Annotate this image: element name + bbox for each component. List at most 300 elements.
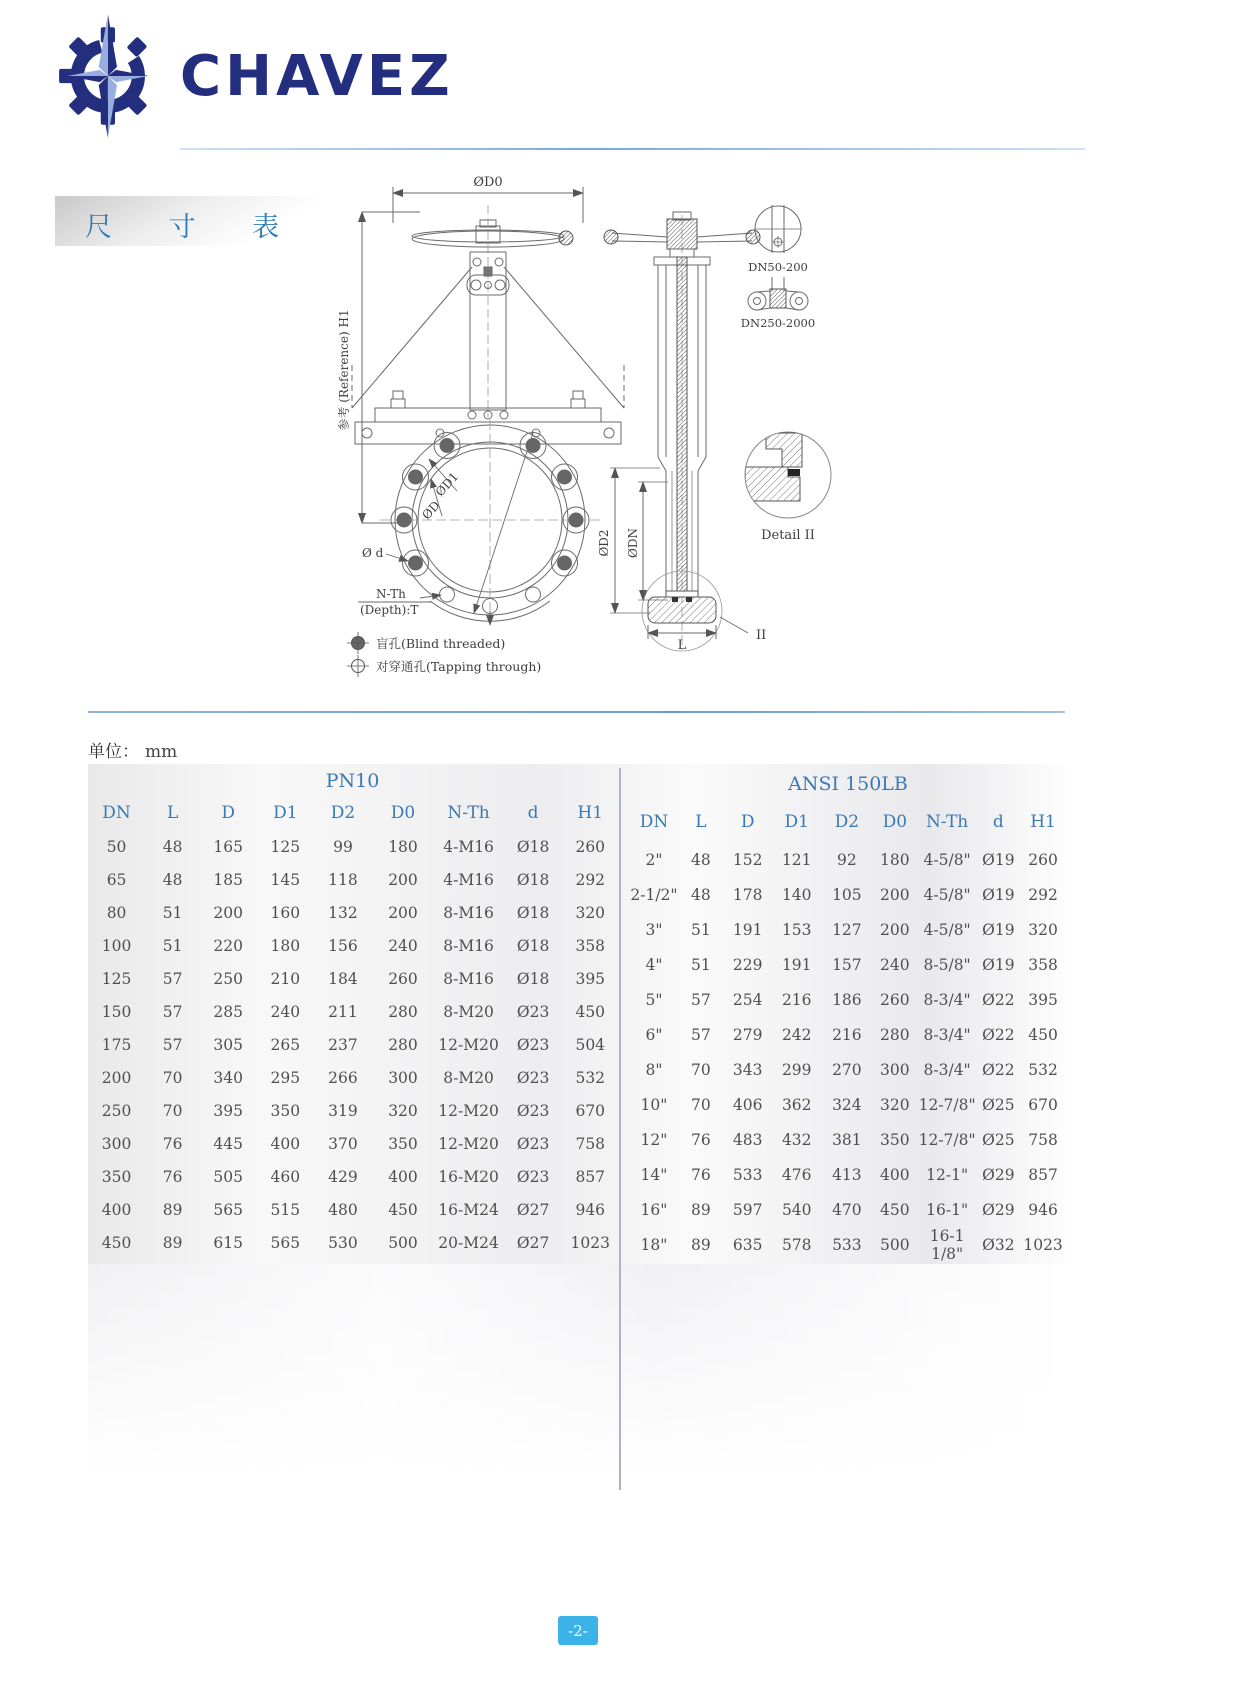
table-cell: 350	[388, 1134, 418, 1153]
table-row	[88, 896, 617, 929]
detail-small-label: DN50-200	[748, 260, 808, 274]
table-cell: 5"	[645, 990, 663, 1009]
table-cell: 51	[162, 936, 183, 955]
table-cell: 57	[690, 990, 711, 1009]
table-cell: 150	[101, 1002, 132, 1021]
detail-large-label: DN250-2000	[740, 316, 816, 330]
table-cell: Ø19	[982, 920, 1015, 939]
table-cell: 670	[1028, 1095, 1058, 1114]
table-row	[88, 1160, 617, 1193]
table-cell: 178	[732, 885, 763, 904]
table-cell: 1023	[570, 1233, 610, 1252]
table-row	[88, 863, 617, 896]
table-cell: 57	[162, 1035, 183, 1054]
table-cell: Ø23	[516, 1068, 550, 1087]
table-cell: 565	[213, 1200, 243, 1219]
table-cell: 295	[270, 1068, 301, 1087]
table-cell: 450	[1028, 1025, 1058, 1044]
table-cell: Ø29	[982, 1165, 1015, 1184]
table-row	[630, 912, 1066, 947]
brand-name: CHAVEZ	[180, 44, 454, 109]
table-cell: 180	[880, 850, 910, 869]
table-cell: 57	[162, 969, 183, 988]
table-cell: 2-1/2"	[630, 885, 678, 904]
table-cell: 460	[270, 1167, 301, 1186]
table-cell: 12-M20	[438, 1134, 499, 1153]
table-row	[630, 1227, 1066, 1263]
table-cell: 8-3/4"	[923, 1025, 971, 1044]
column-header: D2	[834, 812, 860, 832]
table-cell: 432	[781, 1130, 812, 1149]
table-row	[88, 929, 617, 962]
table-row	[630, 1192, 1066, 1227]
valve-side-view	[604, 212, 760, 651]
ansi-150lb-dimension-table	[630, 766, 1066, 1263]
table-cell: 483	[732, 1130, 763, 1149]
table-cell: Ø23	[516, 1167, 550, 1186]
table-cell: 504	[575, 1035, 606, 1054]
pn10-dimension-table	[88, 766, 617, 1259]
table-cell: Ø19	[982, 955, 1015, 974]
table-cell: 530	[328, 1233, 358, 1252]
table-cell: 89	[162, 1200, 183, 1219]
table-cell: 127	[832, 920, 862, 939]
table-row	[630, 982, 1066, 1017]
table-cell: 2"	[645, 850, 663, 869]
table-cell: 450	[388, 1200, 418, 1219]
table-cell: 395	[575, 969, 606, 988]
table-cell: 76	[690, 1130, 711, 1149]
table-cell: 350	[270, 1101, 301, 1120]
table-cell: 200	[880, 920, 910, 939]
table-cell: 12-7/8"	[918, 1130, 976, 1149]
column-header: N-Th	[925, 812, 969, 832]
table-cell: 200	[388, 903, 418, 922]
table-row	[88, 995, 617, 1028]
column-header: d	[527, 803, 539, 823]
table-cell: Ø25	[982, 1095, 1015, 1114]
table-cell: 200	[101, 1068, 132, 1087]
column-header: D1	[784, 812, 809, 832]
table-cell: 51	[162, 903, 183, 922]
table-cell: 76	[162, 1134, 183, 1153]
table-cell: 240	[880, 955, 910, 974]
dim-label-d0: ØD0	[473, 175, 503, 190]
table-cell: 51	[690, 955, 711, 974]
table-cell: 57	[162, 1002, 183, 1021]
table-cell: Ø29	[982, 1200, 1015, 1219]
table-cell: 476	[781, 1165, 812, 1184]
table-cell: 92	[836, 850, 857, 869]
table-cell: 4"	[645, 955, 663, 974]
table-cell: 50	[106, 837, 127, 856]
table-cell: 260	[1028, 850, 1058, 869]
table-cell: 12"	[640, 1130, 668, 1149]
detail-ii-view	[745, 432, 831, 518]
table-cell: 132	[328, 903, 358, 922]
table-cell: 210	[270, 969, 301, 988]
table-cell: 160	[270, 903, 301, 922]
table-cell: 470	[832, 1200, 862, 1219]
table-cell: 505	[213, 1167, 243, 1186]
table-cell: 229	[732, 955, 763, 974]
column-header: L	[695, 812, 707, 832]
table-cell: 240	[388, 936, 418, 955]
table-row	[88, 1226, 617, 1259]
table-cell: 80	[106, 903, 127, 922]
table-cell: 280	[388, 1035, 418, 1054]
table-cell: 615	[213, 1233, 243, 1252]
table-cell: 540	[781, 1200, 812, 1219]
table-cell: 265	[270, 1035, 301, 1054]
drawing-legend	[347, 632, 541, 677]
table-row	[630, 1122, 1066, 1157]
table-cell: 395	[213, 1101, 243, 1120]
table-cell: 946	[1028, 1200, 1058, 1219]
table-cell: 370	[328, 1134, 358, 1153]
table-cell: 240	[270, 1002, 301, 1021]
detail-dn50-200	[755, 205, 801, 253]
column-header: D	[740, 812, 755, 832]
dim-label-d-small: Ø d	[362, 546, 384, 560]
dim-label-l: L	[677, 638, 687, 653]
table-cell: 350	[101, 1167, 132, 1186]
column-header: D	[221, 803, 235, 823]
table-cell: Ø27	[516, 1200, 550, 1219]
table-cell: 500	[388, 1233, 418, 1252]
table-cell: 450	[101, 1233, 132, 1252]
table-cell: 320	[880, 1095, 910, 1114]
table-cell: 413	[832, 1165, 862, 1184]
table-cell: 211	[328, 1002, 358, 1021]
table-cell: 480	[328, 1200, 358, 1219]
table-cell: 185	[213, 870, 243, 889]
table-cell: 250	[101, 1101, 132, 1120]
table-cell: Ø22	[982, 990, 1015, 1009]
table-cell: 270	[832, 1060, 862, 1079]
detail-dn250-2000	[748, 277, 808, 310]
table-cell: 184	[328, 969, 358, 988]
table-title: PN10	[325, 770, 380, 792]
table-row	[630, 1017, 1066, 1052]
table-cell: 400	[270, 1134, 301, 1153]
table-cell: Ø18	[516, 870, 550, 889]
dim-label-depth: (Depth):T	[360, 603, 419, 617]
table-cell: 300	[388, 1068, 418, 1087]
tables-divider-line	[619, 768, 621, 1490]
table-cell: 180	[388, 837, 418, 856]
table-cell: 300	[880, 1060, 910, 1079]
table-cell: 324	[832, 1095, 862, 1114]
table-cell: 3"	[645, 920, 663, 939]
table-cell: 362	[781, 1095, 812, 1114]
table-cell: 4-M16	[443, 837, 494, 856]
table-cell: 400	[101, 1200, 132, 1219]
table-row	[88, 830, 617, 863]
table-cell: 285	[213, 1002, 243, 1021]
table-cell: 946	[575, 1200, 606, 1219]
table-cell: 533	[732, 1165, 763, 1184]
table-cell: 145	[270, 870, 301, 889]
table-cell: 70	[690, 1060, 711, 1079]
table-cell: Ø27	[516, 1233, 550, 1252]
table-cell: Ø18	[516, 936, 550, 955]
table-cell: 16-M24	[438, 1200, 499, 1219]
table-cell: 8-M16	[443, 969, 494, 988]
table-cell: 165	[213, 837, 243, 856]
brand-gear-compass-icon	[55, 12, 177, 140]
detail-ii-callout: II	[756, 628, 767, 643]
table-cell: 533	[832, 1236, 862, 1254]
table-cell: 260	[880, 990, 910, 1009]
table-cell: Ø25	[982, 1130, 1015, 1149]
table-cell: Ø32	[982, 1236, 1015, 1254]
table-cell: 65	[106, 870, 127, 889]
table-cell: 242	[781, 1025, 812, 1044]
column-header: H1	[577, 803, 604, 823]
table-cell: 400	[388, 1167, 418, 1186]
detail-ii-label: Detail II	[761, 528, 815, 543]
logo-underline	[180, 148, 1085, 150]
table-cell: Ø18	[516, 837, 550, 856]
table-cell: 381	[832, 1130, 862, 1149]
table-cell: 400	[880, 1165, 910, 1184]
table-cell: 429	[328, 1167, 358, 1186]
blind-hole-symbol	[347, 632, 369, 654]
table-row	[630, 1087, 1066, 1122]
through-hole-symbol	[347, 655, 369, 677]
table-cell: 20-M24	[438, 1233, 499, 1252]
table-row	[88, 1094, 617, 1127]
table-cell: 51	[690, 920, 711, 939]
table-cell: 280	[880, 1025, 910, 1044]
table-cell: 406	[732, 1095, 763, 1114]
table-row	[88, 962, 617, 995]
table-cell: 299	[781, 1060, 812, 1079]
table-cell: 153	[781, 920, 812, 939]
table-row	[630, 1157, 1066, 1192]
table-cell: 16-1 1/8"	[929, 1227, 965, 1263]
dim-label-h1: 参考 (Reference) H1	[337, 309, 351, 431]
table-cell: 279	[732, 1025, 763, 1044]
legend-through-label: 对穿通孔(Tapping through)	[376, 659, 542, 674]
table-cell: 12-M20	[438, 1101, 499, 1120]
table-cell: 216	[781, 990, 812, 1009]
table-cell: 191	[732, 920, 763, 939]
table-cell: 186	[832, 990, 862, 1009]
table-cell: 266	[328, 1068, 358, 1087]
column-header: H1	[1030, 812, 1056, 832]
table-cell: Ø19	[982, 850, 1015, 869]
table-cell: Ø19	[982, 885, 1015, 904]
table-cell: 48	[690, 885, 711, 904]
table-cell: 237	[328, 1035, 358, 1054]
column-header: DN	[102, 803, 131, 823]
table-cell: 8-M16	[443, 903, 494, 922]
table-cell: Ø18	[516, 903, 550, 922]
table-cell: 48	[162, 837, 183, 856]
table-cell: 89	[690, 1236, 711, 1254]
legend-blind-label: 盲孔(Blind threaded)	[376, 636, 506, 651]
column-header: d	[992, 812, 1004, 832]
table-cell: 445	[213, 1134, 243, 1153]
table-cell: 758	[575, 1134, 606, 1153]
table-cell: 532	[1028, 1060, 1058, 1079]
table-cell: 191	[781, 955, 812, 974]
table-cell: 216	[832, 1025, 862, 1044]
table-cell: 857	[575, 1167, 606, 1186]
table-cell: 260	[575, 837, 606, 856]
dim-label-d: ØD	[419, 498, 443, 523]
table-cell: 100	[101, 936, 132, 955]
table-row	[630, 1052, 1066, 1087]
table-cell: 4-5/8"	[923, 850, 971, 869]
section-title: 尺 寸 表	[85, 212, 304, 243]
table-cell: 532	[575, 1068, 606, 1087]
table-cell: 8-5/8"	[923, 955, 971, 974]
table-cell: 12-1"	[926, 1165, 969, 1184]
table-cell: 350	[880, 1130, 910, 1149]
table-row	[630, 947, 1066, 982]
table-cell: 758	[1028, 1130, 1058, 1149]
unit-value: mm	[145, 742, 178, 762]
table-cell: 450	[575, 1002, 606, 1021]
table-cell: 16-M20	[438, 1167, 499, 1186]
unit-label: 单位：	[88, 742, 139, 762]
table-cell: 300	[101, 1134, 132, 1153]
table-cell: 340	[213, 1068, 243, 1087]
table-cell: 8-M20	[443, 1002, 494, 1021]
table-cell: 89	[690, 1200, 711, 1219]
page-number-badge: -2-	[558, 1616, 598, 1645]
table-cell: 280	[388, 1002, 418, 1021]
table-cell: 10"	[640, 1095, 668, 1114]
dim-label-d1: ØD1	[432, 469, 462, 500]
table-title: ANSI 150LB	[788, 773, 908, 795]
table-cell: 254	[732, 990, 763, 1009]
lower-background-band	[88, 1264, 1065, 1490]
table-cell: 105	[832, 885, 862, 904]
table-cell: 1023	[1023, 1236, 1063, 1254]
table-cell: 156	[328, 936, 358, 955]
table-cell: 18"	[640, 1236, 668, 1254]
table-cell: 635	[732, 1236, 763, 1254]
table-cell: 76	[162, 1167, 183, 1186]
table-cell: 140	[781, 885, 812, 904]
column-header: D0	[390, 803, 416, 823]
table-cell: 121	[781, 850, 812, 869]
table-cell: 578	[781, 1236, 812, 1254]
table-cell: 670	[575, 1101, 606, 1120]
table-cell: 125	[101, 969, 132, 988]
table-cell: 565	[270, 1233, 301, 1252]
table-cell: Ø23	[516, 1035, 550, 1054]
table-cell: 320	[388, 1101, 418, 1120]
table-cell: 70	[162, 1068, 183, 1087]
table-cell: 260	[388, 969, 418, 988]
table-cell: Ø18	[516, 969, 550, 988]
column-header: D1	[273, 803, 298, 823]
table-cell: 8-3/4"	[923, 990, 971, 1009]
table-cell: 70	[690, 1095, 711, 1114]
table-cell: 16"	[640, 1200, 668, 1219]
table-cell: 89	[162, 1233, 183, 1252]
table-cell: 597	[732, 1200, 763, 1219]
table-cell: 12-7/8"	[918, 1095, 976, 1114]
table-cell: 14"	[640, 1165, 668, 1184]
table-cell: 319	[328, 1101, 358, 1120]
table-cell: 48	[690, 850, 711, 869]
dim-label-n-th: N-Th	[376, 587, 406, 601]
table-cell: 16-1"	[926, 1200, 969, 1219]
table-cell: 76	[690, 1165, 711, 1184]
table-row	[88, 1028, 617, 1061]
table-cell: 292	[1028, 885, 1058, 904]
table-row	[88, 1127, 617, 1160]
column-header: D0	[882, 812, 908, 832]
valve-technical-drawing	[320, 165, 880, 677]
table-cell: 152	[732, 850, 763, 869]
table-cell: 200	[388, 870, 418, 889]
column-header: N-Th	[447, 803, 490, 823]
table-row	[88, 1061, 617, 1094]
table-cell: 8-M20	[443, 1068, 494, 1087]
table-cell: 358	[575, 936, 606, 955]
table-cell: 320	[1028, 920, 1058, 939]
column-header: D2	[330, 803, 356, 823]
table-cell: 4-5/8"	[923, 885, 971, 904]
table-cell: 6"	[645, 1025, 663, 1044]
table-cell: 358	[1028, 955, 1058, 974]
table-cell: 343	[732, 1060, 763, 1079]
table-cell: 200	[880, 885, 910, 904]
table-cell: 125	[270, 837, 301, 856]
column-header: DN	[639, 812, 669, 832]
table-cell: 292	[575, 870, 606, 889]
table-cell: 8-M16	[443, 936, 494, 955]
table-cell: Ø23	[516, 1134, 550, 1153]
table-cell: 99	[333, 837, 353, 856]
table-cell: 4-5/8"	[923, 920, 971, 939]
table-row	[630, 877, 1066, 912]
column-header: L	[166, 803, 179, 823]
table-cell: 450	[880, 1200, 910, 1219]
table-cell: 48	[162, 870, 183, 889]
table-cell: Ø23	[516, 1002, 550, 1021]
valve-front-view	[352, 187, 624, 625]
table-cell: 857	[1028, 1165, 1058, 1184]
table-cell: Ø23	[516, 1101, 550, 1120]
table-cell: 220	[213, 936, 243, 955]
table-row	[88, 1193, 617, 1226]
table-cell: 305	[213, 1035, 243, 1054]
unit-note	[88, 737, 177, 762]
dim-label-d2: ØD2	[597, 529, 611, 557]
table-cell: 157	[832, 955, 862, 974]
table-cell: 4-M16	[443, 870, 494, 889]
table-cell: 118	[328, 870, 358, 889]
dim-label-dn: ØDN	[626, 528, 640, 558]
table-cell: 180	[270, 936, 301, 955]
table-cell: 12-M20	[438, 1035, 499, 1054]
section-separator-line	[88, 711, 1065, 713]
table-cell: 8-3/4"	[923, 1060, 971, 1079]
table-cell: Ø22	[982, 1025, 1015, 1044]
table-cell: 500	[880, 1236, 910, 1254]
table-cell: 250	[213, 969, 243, 988]
table-cell: Ø22	[982, 1060, 1015, 1079]
table-cell: 320	[575, 903, 606, 922]
